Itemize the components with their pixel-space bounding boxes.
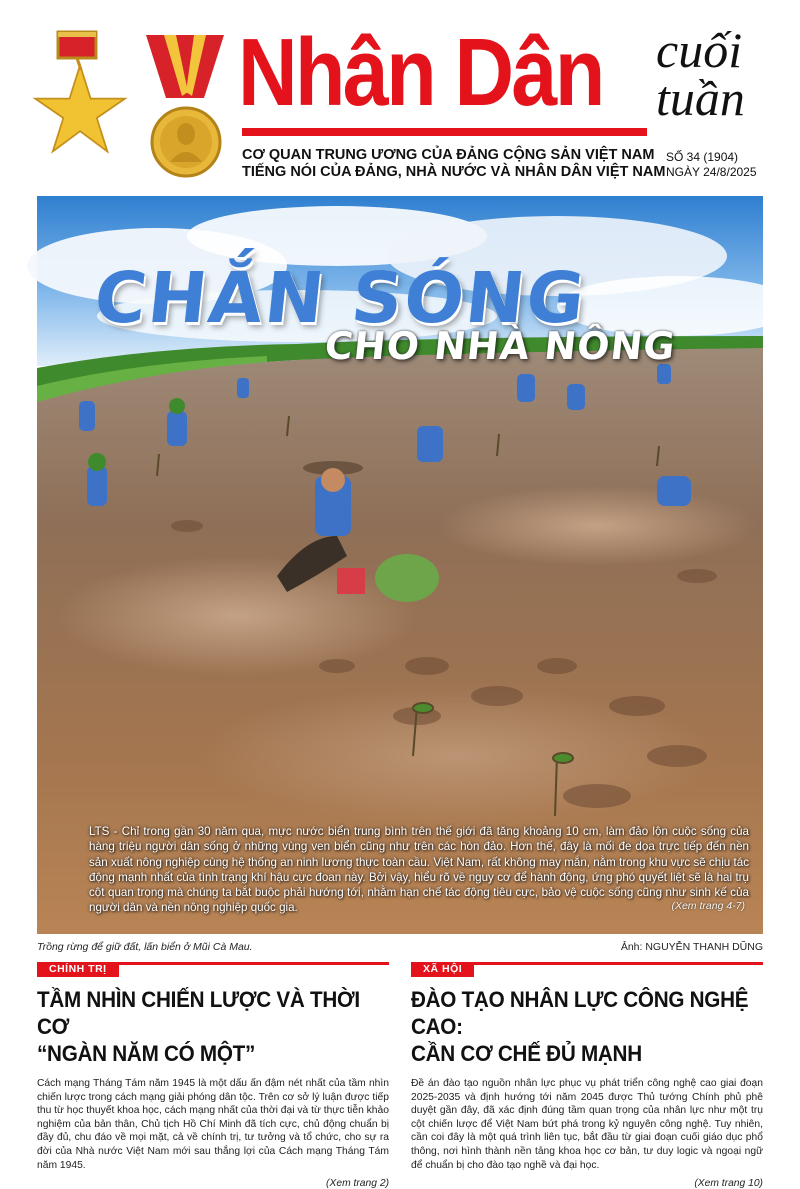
- hero-headline-line-2: CHO NHÀ NÔNG: [322, 324, 678, 368]
- ribbon-medal-icon: [146, 35, 224, 176]
- article-summary: Cách mạng Tháng Tám năm 1945 là một dấu ấn đậm nét nhất của tầm nhìn chiến lược trong cách mạng giải phóng dân tộc. Trên cơ sở lý luận được tiếp thu từ học thuyết khoa học, cách mạng nhất của thời đại và từ thực tiễn khảo nghiệm của bản thân, Chủ tịch Hồ Chí Minh đã tích cực, chủ động chuẩn bị đầy đủ, chu đáo về mọi mặt, cả về chính trị, tư tưởng và tổ chức, cho sự ra đời của Nhà nước Việt Nam mới sau thắng lợi của Cách mạng Tháng Tám năm 1945.: [37, 1078, 389, 1171]
- section-tag-society[interactable]: XÃ HỘI: [411, 962, 474, 977]
- section-tag-politics[interactable]: CHÍNH TRỊ: [37, 962, 119, 977]
- edition-line-2: tuần: [656, 70, 745, 126]
- hero-headline: [90, 257, 695, 368]
- tagline: [242, 147, 666, 181]
- section-bar: [37, 962, 389, 976]
- article-page-ref[interactable]: (Xem trang 2): [326, 1178, 389, 1189]
- issue-date: NGÀY 24/8/2025: [666, 165, 757, 179]
- article-headline[interactable]: [411, 986, 761, 1067]
- title-underline: [242, 128, 647, 136]
- edition-line-1: cuối: [656, 22, 743, 78]
- article-headline-line-1: TẦM NHÌN CHIẾN LƯỢC VÀ THỜI CƠ: [37, 987, 360, 1039]
- gold-star-medal-icon: [35, 32, 125, 151]
- editor-note: LTS - Chỉ trong gần 30 năm qua, mực nước biển trung bình trên thế giới đã tăng khoảng 10 cm, làm đảo lộn cuộc sống của hàng triệu người dân sống ở những vùng ven biển cũng như trên các hòn đảo. Hơn thế, đây là mối đe dọa trực tiếp đến nền sản xuất nông nghiệp cùng hệ thống an ninh lương thực toàn cầu. Việt Nam, rất không may mắn, nằm trong khu vực sẽ chịu tác động mạnh nhất của tình trạng khí hậu cực đoan này. Bởi vậy, hiểu rõ về nguy cơ để hành động, ứng phó quyết liệt sẽ là hai trụ cột quan trọng mà chúng ta bắt buộc phải hướng tới, nhằm hạn chế tác động tiêu cực, bảo vệ cuộc sống cũng như sinh kế của người dân và nền nông nghiệp quốc gia.: [89, 825, 749, 915]
- article-headline-line-2: “NGÀN NĂM CÓ MỘT”: [37, 1041, 256, 1066]
- issue-number: SỐ 34 (1904): [666, 150, 739, 164]
- article-headline[interactable]: [37, 986, 387, 1067]
- newspaper-title: Nhân Dân: [238, 19, 603, 126]
- article-page-ref[interactable]: (Xem trang 10): [694, 1178, 763, 1189]
- article-summary: Đề án đào tạo nguồn nhân lực phục vụ phát triển công nghệ cao giai đoạn 2025-2035 và định hướng tới năm 2045 được Thủ tướng Chính phủ phê duyệt gần đây, đã xác định đúng tầm quan trọng của nhân lực như một trụ cột chiến lược để Việt Nam bứt phá trong kỷ nguyên công nghệ. Tuy nhiên, cần coi đây là một quá trình liên tục, bắt đầu từ giai đoạn cuối giáo dục phổ thông, nơi hình thành nền tảng khoa học cơ bản, tư duy logic và ngoại ngữ để chuẩn bị cho đào tạo nghề và đại học.: [411, 1078, 763, 1171]
- masthead: [0, 0, 800, 195]
- section-bar: [411, 962, 763, 976]
- article-politics[interactable]: [37, 962, 389, 1189]
- editor-note-page-ref[interactable]: (Xem trang 4-7): [671, 900, 745, 912]
- tagline-line-2: TIẾNG NÓI CỦA ĐẢNG, NHÀ NƯỚC VÀ NHÂN DÂN VIỆT NAM: [242, 164, 666, 180]
- article-headline-line-2: CẦN CƠ CHẾ ĐỦ MẠNH: [411, 1041, 642, 1066]
- article-society[interactable]: [411, 962, 763, 1189]
- medals-emblem: [36, 30, 236, 190]
- edition-label: [656, 22, 796, 126]
- photo-caption: Trồng rừng để giữ đất, lấn biển ở Mũi Cà Mau.: [37, 941, 253, 953]
- photo-credit: Ảnh: NGUYỄN THANH DŨNG: [620, 941, 763, 953]
- hero-headline-line-1: CHẮN SÓNG: [90, 257, 591, 339]
- issue-info: [666, 150, 757, 180]
- tagline-line-1: CƠ QUAN TRUNG ƯƠNG CỦA ĐẢNG CỘNG SẢN VIỆT NAM: [242, 147, 655, 163]
- article-headline-line-1: ĐÀO TẠO NHÂN LỰC CÔNG NGHỆ CAO:: [411, 987, 749, 1039]
- hero-photo: [37, 196, 763, 934]
